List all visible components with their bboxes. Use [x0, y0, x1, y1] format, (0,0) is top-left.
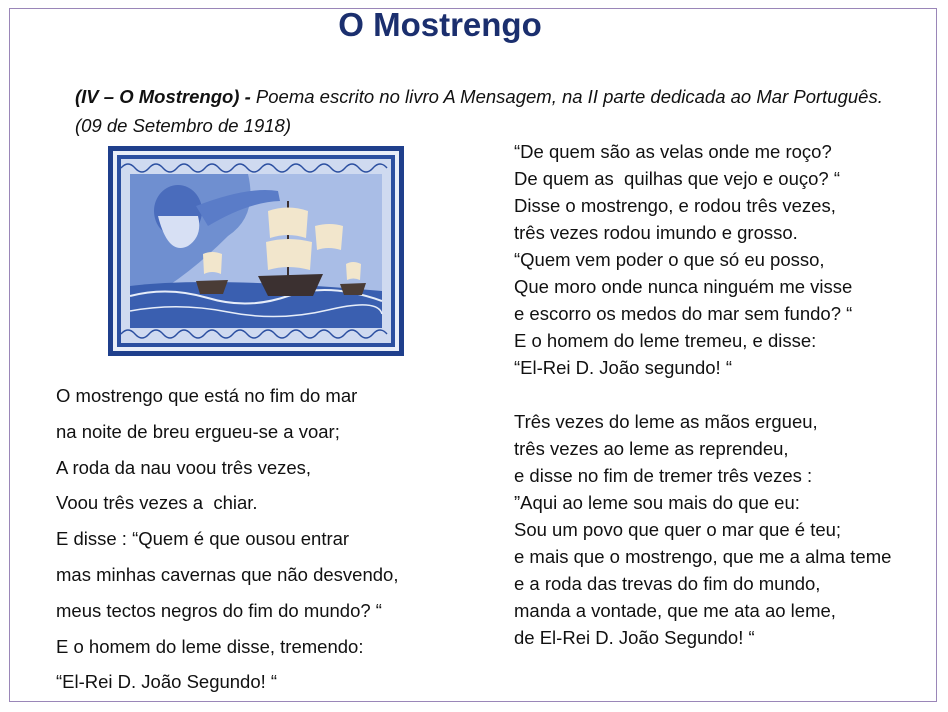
poem-line: manda a vontade, que me ata ao leme,: [514, 600, 836, 621]
poem-line: mas minhas cavernas que não desvendo,: [56, 563, 399, 585]
poem-line: três vezes ao leme as reprendeu,: [514, 438, 789, 459]
intro-dash: -: [239, 86, 256, 107]
poem-line: e escorro os medos do mar sem fundo? “: [514, 303, 853, 324]
poem-line: ”Aqui ao leme sou mais do que eu:: [514, 492, 800, 513]
poem-line: e a roda das trevas do fim do mundo,: [514, 573, 821, 594]
poem-line: De quem as quilhas que vejo e ouço? “: [514, 168, 841, 189]
poem-line: e disse no fim de tremer três vezes :: [514, 465, 813, 486]
intro-paragraph: [75, 82, 895, 140]
poem-line: Disse o mostrengo, e rodou três vezes,: [514, 195, 836, 216]
poem-line: “El-Rei D. João Segundo! “: [56, 671, 278, 693]
intro-text: Poema escrito no livro A Mensagem, na II parte dedicada ao Mar Português. (09 de Setembro de 1918): [75, 86, 883, 136]
poem-line: três vezes rodou imundo e grosso.: [514, 222, 798, 243]
page-title: O Mostrengo: [338, 6, 542, 43]
poem-line: Sou um povo que quer o mar que é teu;: [514, 519, 842, 540]
poem-stanza-1: [514, 138, 914, 381]
poem-line: Voou três vezes a chiar.: [56, 492, 258, 514]
poem-line: meus tectos negros do fim do mundo? “: [56, 599, 382, 621]
poem-line: “Quem vem poder o que só eu posso,: [514, 249, 825, 270]
poem-stanza-right: [514, 138, 914, 651]
poem-line: A roda da nau voou três vezes,: [56, 456, 312, 478]
poem-line: E o homem do leme disse, tremendo:: [56, 635, 364, 657]
poem-line: “De quem são as velas onde me roço?: [514, 141, 832, 162]
poem-line: na noite de breu ergueu-se a voar;: [56, 420, 340, 442]
poem-line: E disse : “Quem é que ousou entrar: [56, 528, 350, 550]
poem-line: “El-Rei D. João segundo! “: [514, 357, 732, 378]
azulejo-tile-image: [108, 146, 404, 356]
poem-line: Que moro onde nunca ninguém me visse: [514, 276, 853, 297]
poem-line: Três vezes do leme as mãos ergueu,: [514, 411, 818, 432]
intro-heading: (IV – O Mostrengo): [75, 86, 240, 107]
poem-stanza-2: [514, 408, 914, 651]
poem-line: e mais que o mostrengo, que me a alma teme: [514, 546, 892, 567]
poem-line: O mostrengo que está no fim do mar: [56, 385, 358, 406]
poem-line: E o homem do leme tremeu, e disse:: [514, 330, 817, 351]
poem-stanza-left: [56, 378, 476, 700]
poem-line: de El-Rei D. João Segundo! “: [514, 627, 755, 648]
